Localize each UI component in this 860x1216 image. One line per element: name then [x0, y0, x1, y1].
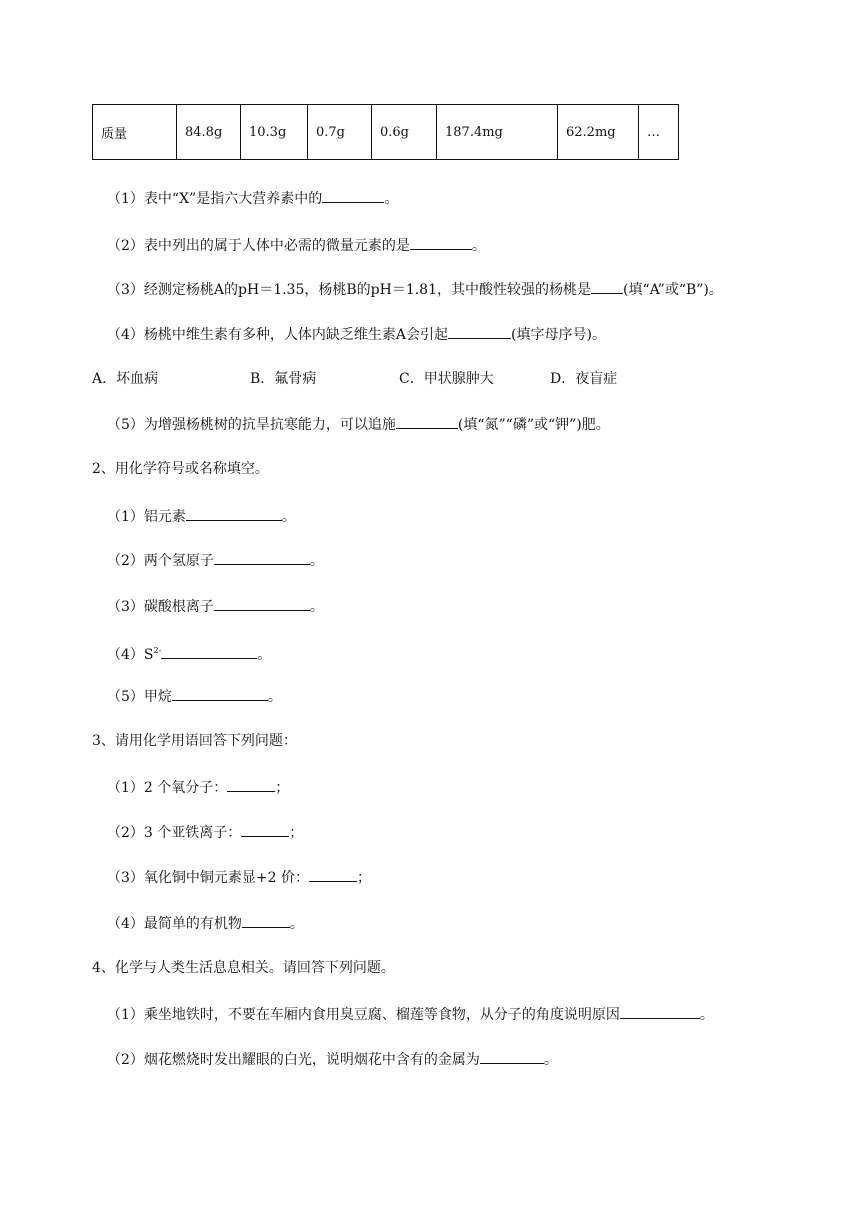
answer-blank	[396, 414, 458, 429]
answer-blank	[410, 235, 472, 250]
question-text: （3）经测定杨桃A的pH＝1.35，杨桃B的pH＝1.81，其中酸性较强的杨桃是	[107, 282, 591, 298]
answer-blank	[322, 188, 384, 203]
question-text: 。	[267, 689, 282, 705]
question-text: ；	[275, 780, 290, 796]
table-cell: 187.4mg	[437, 105, 558, 160]
table-cell: 0.6g	[372, 105, 437, 160]
question-1-part-5	[107, 414, 610, 435]
option-d: D．夜盲症	[550, 371, 618, 387]
answer-blank	[620, 1004, 700, 1019]
question-3-item-1	[107, 777, 289, 798]
question-text: 。	[289, 916, 304, 932]
question-text: 。	[543, 1052, 558, 1068]
question-3-item-4	[107, 913, 304, 934]
question-1-part-4	[107, 324, 606, 345]
answer-blank	[172, 686, 268, 701]
answer-blank	[480, 1049, 544, 1064]
question-3-item-3	[107, 867, 371, 888]
table-cell: 0.7g	[308, 105, 372, 160]
question-1-part-1	[107, 188, 398, 209]
question-text: (填“A”或“B”)。	[623, 282, 723, 298]
question-text: 。	[699, 1007, 714, 1023]
answer-blank	[161, 644, 257, 659]
question-text: (填字母序号)。	[511, 327, 606, 343]
question-text: （2）3 个亚铁离子：	[107, 825, 242, 841]
question-4-item-2	[107, 1049, 558, 1070]
question-3-item-2	[107, 822, 303, 843]
nutrition-table	[92, 104, 679, 160]
question-2-item-4	[107, 641, 271, 665]
question-text: （1）2 个氧分子：	[107, 780, 228, 796]
answer-blank	[448, 324, 511, 339]
table-cell: …	[639, 105, 679, 160]
question-4-item-1	[107, 1004, 714, 1025]
question-text: 。	[309, 599, 324, 615]
answer-blank	[214, 550, 310, 565]
table-row	[93, 105, 679, 160]
question-text: 。	[471, 238, 486, 254]
question-text: （2）两个氢原子	[107, 553, 214, 569]
question-text: （5）为增强杨桃树的抗旱抗寒能力，可以追施	[107, 417, 396, 433]
question-2-item-5	[107, 686, 282, 707]
question-text: （1）铝元素	[107, 509, 186, 525]
question-text: 。	[309, 553, 324, 569]
question-4-title: 4、化学与人类生活息息相关。请回答下列问题。	[92, 960, 395, 976]
option-a: A．坏血病	[92, 371, 159, 387]
table-cell-label: 质量	[93, 105, 177, 160]
question-text: （5）甲烷	[107, 689, 172, 705]
answer-blank	[186, 506, 282, 521]
question-text: （4）S	[107, 647, 154, 663]
answer-blank	[309, 867, 357, 882]
question-2-item-2	[107, 550, 324, 571]
table-cell: 84.8g	[177, 105, 241, 160]
answer-blank	[591, 279, 623, 294]
question-1-part-2	[107, 235, 486, 256]
question-text: （1）乘坐地铁时，不要在车厢内食用臭豆腐、榴莲等食物，从分子的角度说明原因	[107, 1007, 620, 1023]
question-text: （2）表中列出的属于人体中必需的微量元素的是	[107, 238, 410, 254]
answer-blank	[214, 596, 310, 611]
question-1-part-3	[107, 279, 723, 300]
ion-charge: 2-	[153, 646, 162, 655]
question-text: （1）表中“X”是指六大营养素中的	[107, 191, 323, 207]
question-2-item-1	[107, 506, 296, 527]
answer-blank	[227, 777, 275, 792]
question-text: ；	[289, 825, 304, 841]
question-text: 。	[281, 509, 296, 525]
question-text: 。	[384, 191, 399, 207]
answer-blank	[241, 822, 289, 837]
answer-blank	[242, 913, 290, 928]
question-text: （4）最简单的有机物	[107, 916, 242, 932]
table-cell: 10.3g	[241, 105, 308, 160]
question-text: ；	[357, 870, 371, 886]
option-c: C．甲状腺肿大	[399, 371, 494, 387]
question-2-item-3	[107, 596, 324, 617]
question-text: （3）碳酸根离子	[107, 599, 214, 615]
question-text: （3）氧化铜中铜元素显+2 价：	[107, 870, 309, 886]
question-text: （4）杨桃中维生素有多种，人体内缺乏维生素A会引起	[107, 327, 449, 343]
question-text: (填“氮”“磷”或“钾”)肥。	[457, 417, 610, 433]
option-b: B．氟骨病	[250, 371, 317, 387]
question-2-title: 2、用化学符号或名称填空。	[92, 461, 269, 477]
question-text: （2）烟花燃烧时发出耀眼的白光，说明烟花中含有的金属为	[107, 1052, 480, 1068]
question-text: 。	[257, 647, 272, 663]
table-cell: 62.2mg	[558, 105, 639, 160]
question-3-title: 3、请用化学用语回答下列问题：	[92, 733, 297, 749]
